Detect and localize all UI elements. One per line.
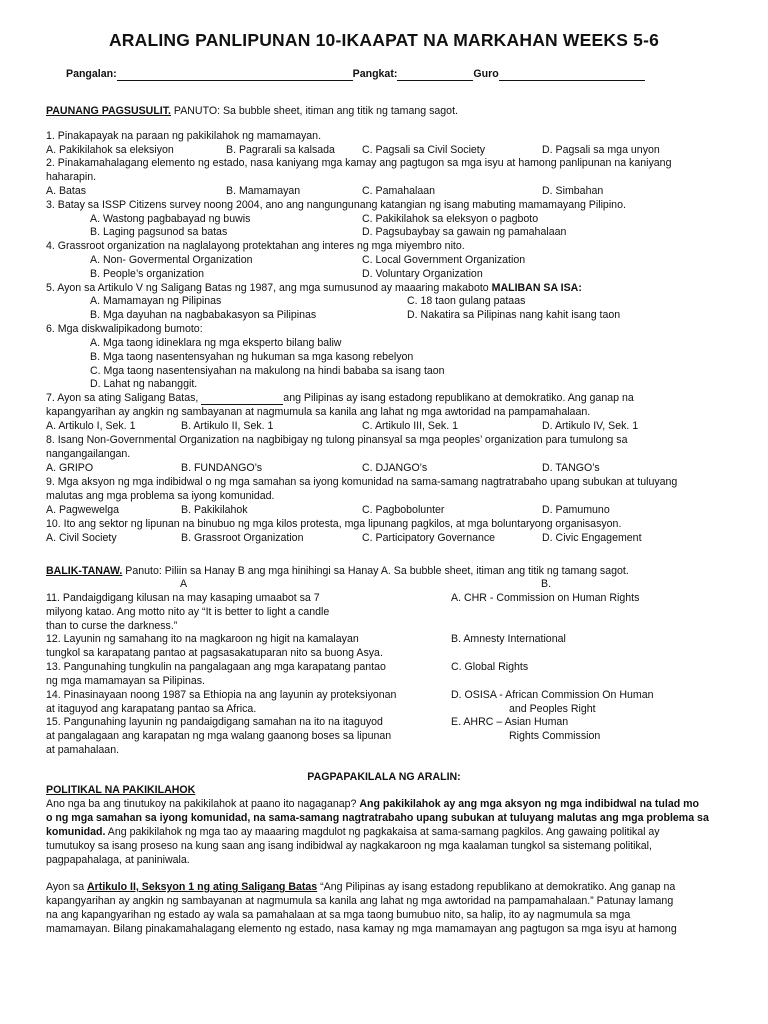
para1-line4: tumutukoy sa isang proseso na kung saan ang isang indibidwal ay nagkakaroon ng mga kaalaman tungkol sa sistemang politikal, xyxy=(46,840,652,852)
q4-choice-d: D. Voluntary Organization xyxy=(362,268,483,280)
q7-choice-b: B. Artikulo II, Sek. 1 xyxy=(181,420,274,432)
q8-choice-a: A. GRIPO xyxy=(46,462,94,474)
q2-choice-c: C. Pamahalaan xyxy=(362,185,436,197)
q7-text: 7. Ayon sa ating Saligang Batas, xyxy=(46,392,202,404)
q5-text: 5. Ayon sa Artikulo V ng Saligang Batas ng 1987, ang mga sumusunod ay maaaring makaboto xyxy=(46,282,492,294)
q10-choice-d: D. Civic Engagement xyxy=(542,532,642,544)
q9-choice-b: B. Pakikilahok xyxy=(181,504,248,516)
column-a-label: A xyxy=(180,578,188,590)
q7-choice-a: A. Artikulo I, Sek. 1 xyxy=(46,420,136,432)
q10-choice-b: B. Grassroot Organization xyxy=(181,532,304,544)
para1-line3-text: Ang pakikilahok ng mga tao ay maaaring magdulot ng pagkakaisa at sama-samang pagkilos. Ang gawaing politikal ay xyxy=(105,826,660,838)
section-field[interactable] xyxy=(397,69,473,81)
q4-choice-b: B. People’s organization xyxy=(90,268,205,280)
para1-definition: Ang pakikilahok ay ang mga aksyon ng mga indibidwal na tulad mo xyxy=(359,798,700,810)
q2-choice-a: A. Batas xyxy=(46,185,87,197)
para2-line1 xyxy=(46,881,675,894)
q7-choice-c: C. Artikulo III, Sek. 1 xyxy=(362,420,458,432)
teacher-field[interactable] xyxy=(499,69,645,81)
q15-line2: at pangalagaan ang karapatan ng mga walang gaanong boses sa lipunan xyxy=(46,730,392,742)
para1-line5: pagpapahalaga, at paniniwala. xyxy=(46,854,190,866)
option-d-cont: and Peoples Right xyxy=(509,703,596,715)
section-subheading: POLITIKAL NA PAKIKILAHOK xyxy=(46,784,196,796)
q5-choice-d: D. Nakatira sa Pilipinas nang kahit isang taon xyxy=(407,309,621,321)
option-e: E. AHRC – Asian Human xyxy=(451,716,569,728)
balik-heading: BALIK-TANAW. xyxy=(46,565,123,577)
q14-line2: at itaguyod ang karapatang pantao sa Africa. xyxy=(46,703,257,715)
paunang-heading-line xyxy=(46,105,458,118)
q4-text: 4. Grassroot organization na naglalayong protektahan ang interes ng mga miyembro nito. xyxy=(46,240,465,252)
name-label: Pangalan: xyxy=(66,68,117,80)
q2-choice-b: B. Mamamayan xyxy=(226,185,301,197)
q1-text: 1. Pinakapayak na paraan ng pakikilahok ng mamamayan. xyxy=(46,130,322,142)
q10-choice-a: A. Civil Society xyxy=(46,532,117,544)
option-a: A. CHR - Commission on Human Rights xyxy=(451,592,640,604)
q5-emphasis: MALIBAN SA ISA: xyxy=(491,282,582,294)
q9-text: 9. Mga aksyon ng mga indibidwal o ng mga samahan sa iyong komunidad na sama-samang nagtratrabaho upang subukan at tuluyang xyxy=(46,476,678,488)
q2-choice-d: D. Simbahan xyxy=(542,185,604,197)
option-d: D. OSISA - African Commission On Human xyxy=(451,689,654,701)
para2-line3: na ang kapangyarihan ng estado ay wala sa pamahalaan at sa mga taong bumubuo nito, sa halip, ito ay nagmumula sa mga xyxy=(46,909,631,921)
paunang-heading: PAUNANG PAGSUSULIT. xyxy=(46,105,171,117)
q9-choice-c: C. Pagbobolunter xyxy=(362,504,445,516)
q7-text-line xyxy=(46,392,634,405)
q3-choice-c: C. Pakikilahok sa eleksyon o pagboto xyxy=(362,213,539,225)
q3-text: 3. Batay sa ISSP Citizens survey noong 2004, ano ang nangungunang katangian ng isang mabuting mamamayang Pilipino. xyxy=(46,199,626,211)
paunang-instruction: PANUTO: Sa bubble sheet, itiman ang titik ng tamang sagot. xyxy=(170,105,458,117)
option-b: B. Amnesty International xyxy=(451,633,566,645)
q11-line2: milyong katao. Ang motto nito ay “It is better to light a candle xyxy=(46,606,330,618)
q8-choice-b: B. FUNDANGO’s xyxy=(181,462,263,474)
q3-choice-a: A. Wastong pagbabayad ng buwis xyxy=(90,213,251,225)
q7-text-cont: ang Pilipinas ay isang estadong republikano at demokratiko. Ang ganap na xyxy=(283,392,634,404)
q8-choice-c: C. DJANGO’s xyxy=(362,462,428,474)
para2-line2: kapangyarihan ay angkin ng sambayanan at nagmumula sa kanila ang lahat ng mga awtoridad na pampamahalaan.” Patunay lamang xyxy=(46,895,674,907)
q9-choice-d: D. Pamumuno xyxy=(542,504,610,516)
q5-text-line xyxy=(46,282,582,295)
q12-line1: 12. Layunin ng samahang ito na magkaroon ng higit na kamalayan xyxy=(46,633,359,645)
para1-question: Ano nga ba ang tinutukoy na pakikilahok at paano ito nagaganap? xyxy=(46,798,360,810)
para1-line2: o ng mga samahan sa iyong komunidad, na sama-samang nagtratrabaho upang subukan at tuluyang malutas ang mga problema sa xyxy=(46,812,709,824)
balik-heading-line xyxy=(46,565,629,578)
q1-choice-d: D. Pagsali sa mga unyon xyxy=(542,144,660,156)
para2-line4: mamamayan. Bilang pinakamahalagang elemento ng estado, nasa kamay ng mga mamamayan ang pagtugon sa mga isyu at hamong xyxy=(46,923,677,935)
q13-line1: 13. Pangunahing tungkulin na pangalagaan ang mga karapatang pantao xyxy=(46,661,386,673)
q6-text: 6. Mga diskwalipikadong bumoto: xyxy=(46,323,203,335)
para1-line3 xyxy=(46,826,660,839)
q6-choice-c: C. Mga taong nasentensiyahan na makulong na hindi bababa sa isang taon xyxy=(90,365,445,377)
option-c: C. Global Rights xyxy=(451,661,529,673)
q1-choice-c: C. Pagsali sa Civil Society xyxy=(362,144,486,156)
q3-choice-b: B. Laging pagsunod sa batas xyxy=(90,226,228,238)
q11-line3: than to curse the darkness.” xyxy=(46,620,178,632)
name-field[interactable] xyxy=(117,69,353,81)
q15-line1: 15. Pangunahing layunin ng pandaigdigang samahan na ito na itaguyod xyxy=(46,716,383,728)
q10-text: 10. Ito ang sektor ng lipunan na binubuo ng mga kilos protesta, mga lipunang pagkilos, at mga boluntaryong organisasyon. xyxy=(46,518,622,530)
q8-text-cont: nangangailangan. xyxy=(46,448,131,460)
q10-choice-c: C. Participatory Governance xyxy=(362,532,496,544)
q1-choice-a: A. Pakikilahok sa eleksiyon xyxy=(46,144,174,156)
para2-quote: “Ang Pilipinas ay isang estadong republikano at demokratiko. Ang ganap na xyxy=(317,881,676,893)
section-heading: PAGPAPAKILALA NG ARALIN: xyxy=(307,771,461,783)
teacher-label: Guro xyxy=(473,68,499,80)
para2-intro: Ayon sa xyxy=(46,881,88,893)
q1-choice-b: B. Pagrarali sa kalsada xyxy=(226,144,335,156)
q2-text: 2. Pinakamahalagang elemento ng estado, nasa kaniyang mga kamay ang pagtugon sa mga isyu at hamong panlipunan na kaniyang xyxy=(46,157,672,169)
q2-text-cont: haharapin. xyxy=(46,171,97,183)
q7-choice-d: D. Artikulo IV, Sek. 1 xyxy=(542,420,639,432)
q5-choice-c: C. 18 taon gulang pataas xyxy=(407,295,526,307)
section-label: Pangkat: xyxy=(352,68,398,80)
q15-line3: at pamahalaan. xyxy=(46,744,120,756)
q3-choice-d: D. Pagsubaybay sa gawain ng pamahalaan xyxy=(362,226,567,238)
column-b-label: B. xyxy=(541,578,552,590)
q7-text-line2: kapangyarihan ay angkin ng sambayanan at nagmumula sa kanila ang lahat ng mga awtoridad na pampamahalaan. xyxy=(46,406,591,418)
page-title: ARALING PANLIPUNAN 10-IKAAPAT NA MARKAHAN WEEKS 5-6 xyxy=(108,30,660,50)
q9-choice-a: A. Pagwewelga xyxy=(46,504,120,516)
q8-text: 8. Isang Non-Governmental Organization na nagbibigay ng tulong pinansyal sa mga peoples’ organization para tumulong sa xyxy=(46,434,628,446)
para2-article: Artikulo II, Seksyon 1 ng ating Saligang Batas xyxy=(87,881,318,893)
q5-choice-b: B. Mga dayuhan na nagbabakasyon sa Pilipinas xyxy=(90,309,317,321)
q6-choice-b: B. Mga taong nasentensyahan ng hukuman sa mga kasong rebelyon xyxy=(90,351,414,363)
q11-line1: 11. Pandaigdigang kilusan na may kasaping umaabot sa 7 xyxy=(46,592,320,604)
para1-definition-end: komunidad. xyxy=(46,826,106,838)
q4-choice-c: C. Local Government Organization xyxy=(362,254,526,266)
student-info-row xyxy=(66,68,645,81)
q6-choice-a: A. Mga taong idineklara ng mga eksperto bilang baliw xyxy=(90,337,342,349)
para1-line1 xyxy=(46,798,699,811)
q14-line1: 14. Pinasinayaan noong 1987 sa Ethiopia na ang layunin ay proteksiyonan xyxy=(46,689,397,701)
q4-choice-a: A. Non- Govermental Organization xyxy=(90,254,253,266)
option-e-cont: Rights Commission xyxy=(509,730,601,742)
q13-line2: ng mga mamamayan sa Pilipinas. xyxy=(46,675,205,687)
q12-line2: tungkol sa karapatang pantao at pagsasakatuparan nito sa buong Asya. xyxy=(46,647,383,659)
q9-text-cont: malutas ang mga problema sa iyong komunidad. xyxy=(46,490,275,502)
q5-choice-a: A. Mamamayan ng Pilipinas xyxy=(90,295,222,307)
q7-blank xyxy=(201,393,283,405)
q8-choice-d: D. TANGO’s xyxy=(542,462,600,474)
balik-instruction: Panuto: Piliin sa Hanay B ang mga hinihingi sa Hanay A. Sa bubble sheet, itiman ang titik ng tamang sagot. xyxy=(122,565,629,577)
q6-choice-d: D. Lahat ng nabanggit. xyxy=(90,378,198,390)
